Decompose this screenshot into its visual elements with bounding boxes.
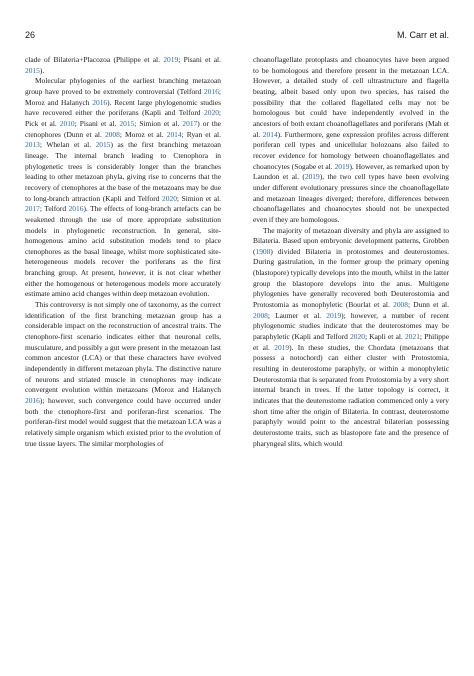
text-run: ), the two cell types have been evolving under different evolutionary pressures since the choanoflagellate and metazoan lineages diverged; therefore, differences between choanoflagellates and choanocytes should not be unexpected even if they are homologous.	[253, 172, 449, 224]
running-head: M. Carr et al.	[396, 30, 449, 40]
text-run: The majority of metazoan diversity and phyla are assigned to Bilateria. Based upon embryonic development patterns, Grobben (	[253, 225, 449, 256]
paragraph	[253, 55, 449, 226]
paragraph	[25, 76, 221, 300]
text-run: ; Pick et al.	[25, 108, 221, 128]
citation-link[interactable]: 2015	[119, 118, 135, 128]
citation-link[interactable]: 2016	[68, 204, 84, 214]
text-run: ) or the ctenophores (Dunn et al.	[25, 118, 221, 139]
citation-link[interactable]: 2014	[166, 129, 182, 139]
text-run: choanoflagellate protoplasts and choanocytes have been argued to be homologous and therefore present in the metazoan LCA. However, a detailed study of cell ultrastructure and flagella beating, albeit based only upon two species, has raised the possibility that the collared flagellated cells may not be homologous but could have independently evolved in the ancestors of both extant choanoflagellates and poriferans (Mah et al.	[253, 55, 449, 139]
text-run: ; Pisani et al.	[178, 55, 221, 64]
citation-link[interactable]: 2019	[304, 172, 320, 182]
citation-link[interactable]: 2015	[95, 140, 111, 150]
text-run: clade of Bilateria+Placozoa (Philippe et al.	[25, 55, 164, 64]
citation-link[interactable]: 2008	[253, 310, 268, 320]
citation-link[interactable]: 2016	[25, 396, 40, 405]
paragraph	[25, 55, 221, 76]
text-run: ; Simion et al.	[176, 193, 221, 203]
text-run: ) divided Bilateria in protostomes and deuterostomes. During gastrulation, in the former group the primary opening (blastopore) typically develops into the mouth, whilst in the latter group the blastopore develops into the anus. Multigene phylogenies have generally recovered both Deuterostomia and Protostomia as monophyletic (Bourlat et al.	[253, 246, 449, 310]
citation-link[interactable]: 2019	[334, 161, 350, 171]
text-run: ; Philippe et al.	[253, 332, 450, 352]
citation-link[interactable]: 2014	[262, 129, 278, 139]
text-run: ). Recent large phylogenomic studies have recovered either the poriferans (Kapli and Telford	[25, 97, 221, 118]
text-run: ; Moroz and Halanych	[25, 86, 221, 107]
text-run: ); however, such convergence could have occurred under both the ctenophore-first and poriferan-first scenarios. The poriferan-first model would suggest that the metazoan LCA was a relatively simple organism which existed prior to the evolution of true tissue layers. The similar morphologies of	[25, 396, 222, 448]
citation-link[interactable]: 2008	[393, 300, 408, 310]
text-run: Molecular phylogenies of the earliest branching metazoan group have proved to be extremely controversial (Telford	[25, 76, 221, 96]
citation-link[interactable]: 2013	[25, 140, 40, 150]
text-run: ). Furthermore, gene expression profiles across different poriferan cell types and unicellular holozoans also failed to recover evidence for homology between choanoflagellates and choanocytes (Sogabe et al.	[253, 129, 450, 171]
citation-link[interactable]: 2020	[162, 193, 177, 203]
citation-link[interactable]: 2020	[204, 108, 219, 118]
citation-link[interactable]: 2016	[204, 86, 219, 96]
citation-link[interactable]: 2017	[182, 118, 198, 128]
citation-link[interactable]: 2015	[25, 65, 40, 75]
text-run: ).	[39, 65, 45, 75]
left-column	[25, 55, 221, 449]
paragraph	[253, 226, 449, 450]
citation-link[interactable]: 2020	[350, 332, 365, 342]
text-run: ; Whelan et al.	[39, 140, 96, 150]
citation-link[interactable]: 2019	[274, 342, 290, 352]
text-run: ). The effects of long-branch artefacts can be weakened through the use of more appropriate substitution models in phylogenetic reconstruction. In general, site-homogenous amino acid substitution models tend to place ctenophores as the basal lineage, whilst more sophisticated site-heterogeneous models recover the poriferans as the first branching group. At present, however, it is not clear whether either the homogenous or heterogenous models more accurately estimate amino acid changes within deep metazoan evolution.	[25, 204, 221, 299]
text-run: ; Ryan et al.	[181, 129, 221, 139]
text-run: ). In these studies, the Chordata (metazoans that possess a notochord) can either cluster with Protostomia, resulting in deuterostome paraphyly, or within a monophyletic Deuterostomia that is separated from Protostomia by a very short internal branch in trees. If the latter topology is correct, it indicates that the deuterostome radiation commenced only a very short time after the origin of Bilateria. In contrast, deuterostome paraphyly would point to the ancestral bilaterian possessing deuterostome traits, such as blastopore fate and the presence of pharyngeal slits, which would	[253, 342, 449, 448]
text-run: ; Moroz et al.	[119, 129, 167, 139]
text-run: ; Kapli et al.	[364, 332, 406, 342]
text-run: ) as the first branching metazoan lineage. The internal branch leading to Ctenophora in phylogenetic trees is considerably longer than the branches leading to other metazoan phyla, giving rise to concerns that the recovery of ctenophores at the base of the metazoans may be due to long-branch attraction (Kapli and Telford	[25, 140, 221, 203]
text-run: ; Dunn et al.	[407, 300, 449, 310]
citation-link[interactable]: 2016	[92, 97, 108, 107]
text-run: ); however, a number of recent phylogenomic studies indicate that the deuterostomes may be paraphyletic (Kapli and Telford	[253, 310, 450, 342]
text-run: ; Telford	[39, 204, 69, 214]
text-run: ; Pisani et al.	[74, 118, 120, 128]
text-run: ; Laumer et al.	[267, 310, 327, 320]
citation-link[interactable]: 2019	[326, 310, 342, 320]
text-run: This controversy is not simply one of taxonomy, as the correct identification of the first branching metazoan group has a considerable impact on the reconstruction of ancestral traits. The ctenophore-first scenario indicates either that neuronal cells, musculature, and possibly a gut were present in the metazoan last common ancestor (LCA) or that these characters have evolved independently in different metazoan phyla. The distinctive nature of neurons and striated muscle in ctenophores may indicate convergent evolution within metazoans (Moroz and Halanych	[25, 300, 221, 395]
page-header	[25, 30, 449, 42]
paragraph	[25, 300, 221, 449]
citation-link[interactable]: 2021	[405, 332, 420, 342]
text-run: ). However, as remarked upon by Laundon et al. (	[253, 161, 449, 182]
text-run: ; Simion et al.	[134, 118, 183, 128]
citation-link[interactable]: 2008	[104, 129, 120, 139]
right-column	[253, 55, 449, 449]
citation-link[interactable]: 2017	[25, 204, 40, 214]
page-number: 26	[25, 30, 36, 40]
citation-link[interactable]: 2010	[59, 118, 75, 128]
citation-link[interactable]: 2019	[163, 55, 179, 64]
citation-link[interactable]: 1908	[255, 246, 271, 256]
